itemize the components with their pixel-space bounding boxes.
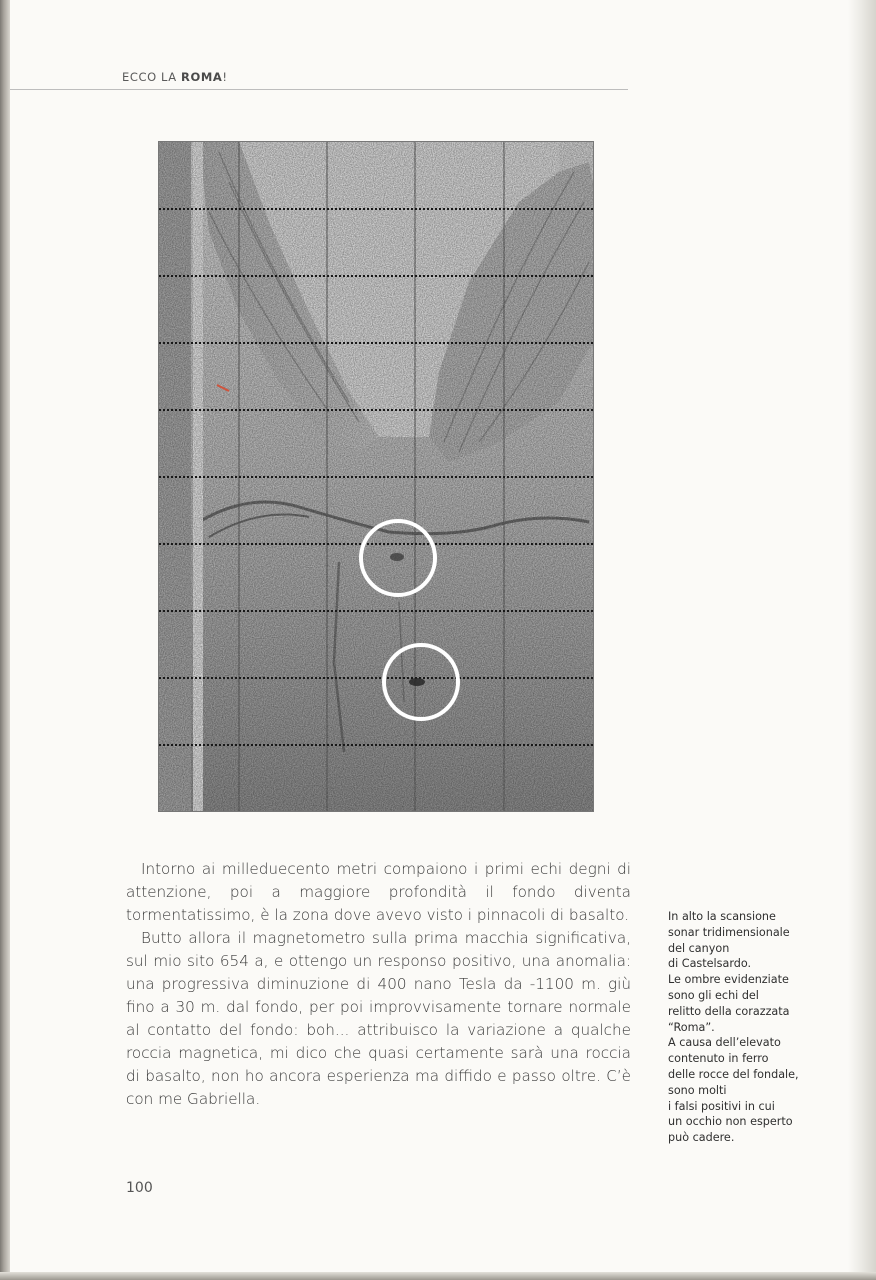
- body-paragraph-1: Intorno ai milleduecento metri compaiono i primi echi degni di attenzione, poi a maggiore profondità il fondo diventa tormentatissimo, è la zona dove avevo visto i pinnacoli di basalto.: [126, 860, 631, 924]
- running-head-suffix: !: [222, 70, 228, 84]
- sonar-scan-image: [159, 142, 593, 811]
- header-rule: [10, 89, 628, 90]
- caption-line: del canyon: [668, 941, 730, 955]
- caption-line: A causa dell’elevato: [668, 1036, 781, 1050]
- caption-line: relitto della corazzata: [668, 1004, 790, 1018]
- caption-line: Le ombre evidenziate: [668, 973, 789, 987]
- body-paragraph-2: Butto allora il magnetometro sulla prima macchia significativa, sul mio sito 654 a, e ottengo un responso positivo, una anomalia: una progressiva diminuzione di 400 nano Tesla da -1100 m. giù fino a 30 m. dal fondo, per poi improvvisamente tornare normale al contatto del fondo: boh... attribuisco la variazione a qualche roccia magnetica, mi dico che quasi certamente sarà una roccia di basalto, non ho ancora esperienza ma diffido e passo oltre. C’è con me Gabriella.: [126, 929, 631, 1108]
- body-text: [126, 858, 631, 1111]
- caption-line: i falsi positivi in cui: [668, 1099, 775, 1113]
- caption-line: di Castelsardo.: [668, 957, 752, 971]
- running-head-title: ROMA: [181, 70, 223, 84]
- page-number: 100: [126, 1180, 153, 1196]
- caption-line: sono molti: [668, 1083, 727, 1097]
- caption-line: sono gli echi del: [668, 988, 759, 1002]
- sonar-scan-figure: [158, 141, 594, 812]
- caption-line: un occhio non esperto: [668, 1115, 793, 1129]
- caption-line: contenuto in ferro: [668, 1052, 769, 1066]
- page-bottom-edge: [0, 1272, 876, 1280]
- wreck-echo-1: [390, 553, 404, 561]
- caption-line: delle rocce del fondale,: [668, 1067, 799, 1081]
- running-head: [122, 70, 228, 84]
- wreck-echo-2: [409, 678, 425, 686]
- caption-line: sonar tridimensionale: [668, 925, 790, 939]
- caption-line: “Roma”.: [668, 1020, 715, 1034]
- figure-caption: [668, 909, 818, 1146]
- running-head-prefix: ECCO LA: [122, 70, 182, 84]
- caption-line: può cadere.: [668, 1131, 735, 1145]
- page-edge-shadow: [848, 0, 876, 1280]
- page-gutter-shadow: [0, 0, 10, 1280]
- caption-line: In alto la scansione: [668, 910, 776, 923]
